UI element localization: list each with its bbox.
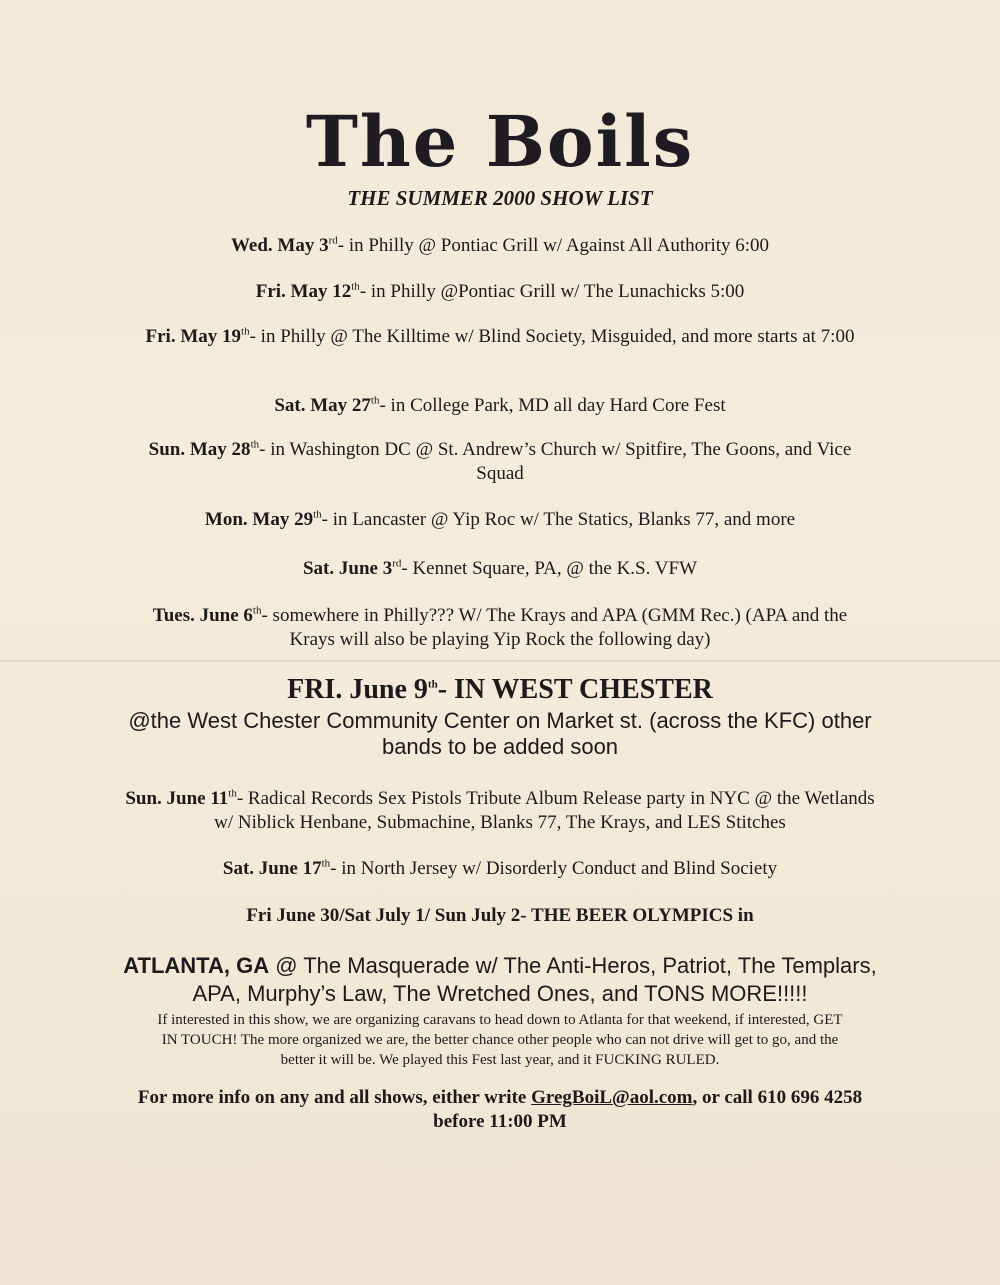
show-date: Fri. May 12 [255, 281, 352, 302]
featured-show-detail: @the West Chester Community Center on Market st. (across the KFC) other bands to be added soon [128, 708, 872, 759]
show-details: - in Philly @ The Killtime w/ Blind Society, Misguided, and more starts at 7:00 [249, 326, 855, 347]
show-details: - in Philly @ Pontiac Grill w/ Against All Authority 6:00 [337, 235, 770, 256]
beer-olympics-lineup [110, 952, 890, 1008]
contact-info: For more info on any and all shows, either write GregBoiL@aol.com, or call 610 696 4258 before 11:00 PM [137, 1087, 863, 1132]
show-details: - Radical Records Sex Pistols Tribute Album Release party in NYC @ the Wetlands w/ Niblick Henbane, Submachine, Blanks 77, The Krays, and LES Stitches [214, 788, 875, 833]
show-details: - in Washington DC @ St. Andrew’s Church w/ Spitfire, The Goons, and Vice Squad [259, 439, 852, 484]
show-entry: Sat. June 17th- in North Jersey w/ Disorderly Conduct and Blind Society [222, 857, 778, 879]
contact-email[interactable]: GregBoiL@aol.com [531, 1087, 693, 1108]
beer-olympics-city: ATLANTA, GA [123, 953, 270, 978]
show-entry: Wed. May 3rd- in Philly @ Pontiac Grill w/ Against All Authority 6:00 [230, 234, 770, 256]
beer-olympics-dates: Fri June 30/Sat July 1/ Sun July 2- THE BEER OLYMPICS in [246, 905, 754, 926]
show-details: - in College Park, MD all day Hard Core Fest [379, 395, 726, 416]
show-details: - Kennet Square, PA, @ the K.S. VFW [401, 558, 697, 579]
show-entry: Fri. May 12th- in Philly @Pontiac Grill w/ The Lunachicks 5:00 [255, 280, 745, 302]
show-date: Sun. June 11 [125, 788, 229, 809]
show-date: Tues. June 6 [152, 605, 253, 626]
show-details: - in Philly @Pontiac Grill w/ The Lunachicks 5:00 [359, 281, 745, 302]
show-date: Wed. May 3 [230, 235, 329, 256]
beer-olympics-note: If interested in this show, we are organizing caravans to head down to Atlanta for that weekend, if interested, GET IN TOUCH! The more organized we are, the better chance other people who can not drive will get to go, and the better it will be. We played this Fest last year, and it FUCKING RULED. [157, 1012, 843, 1068]
page-subtitle: THE SUMMER 2000 SHOW LIST [347, 186, 653, 210]
show-entry: Tues. June 6th- somewhere in Philly??? W/ The Krays and APA (GMM Rec.) (APA and the Krays will also be playing Yip Rock the following day) [152, 604, 848, 650]
show-date: Fri. May 19 [145, 326, 242, 347]
show-date: Sat. June 17 [222, 858, 322, 879]
show-details: - somewhere in Philly??? W/ The Krays and APA (GMM Rec.) (APA and the Krays will also be playing Yip Rock the following day) [261, 605, 848, 650]
show-details: - in Lancaster @ Yip Roc w/ The Statics, Blanks 77, and more [321, 509, 796, 530]
show-date: Sat. May 27 [274, 395, 371, 416]
band-title: The Boils [305, 100, 695, 183]
show-date: Mon. May 29 [204, 509, 314, 530]
show-date: Sat. June 3 [302, 558, 393, 579]
show-entry: Mon. May 29th- in Lancaster @ Yip Roc w/ The Statics, Blanks 77, and more [204, 508, 796, 530]
show-entry: Sat. May 27th- in College Park, MD all day Hard Core Fest [274, 394, 726, 416]
show-entry: Fri. May 19th- in Philly @ The Killtime w/ Blind Society, Misguided, and more starts at 7:00 [145, 325, 855, 347]
show-details: - in North Jersey w/ Disorderly Conduct and Blind Society [330, 858, 778, 879]
paper-fold [0, 660, 1000, 662]
show-date: Sun. May 28 [148, 439, 251, 460]
show-entry: Sun. June 11th- Radical Records Sex Pistols Tribute Album Release party in NYC @ the Wetlands w/ Niblick Henbane, Submachine, Blanks 77, The Krays, and LES Stitches [125, 787, 875, 833]
featured-location: - IN WEST CHESTER [437, 674, 713, 705]
beer-olympics-venue: @ The Masquerade w/ The Anti-Heros, Patriot, The Templars, APA, Murphy’s Law, The Wretched Ones, and TONS MORE!!!!! [192, 953, 877, 1006]
show-entry: Sat. June 3rd- Kennet Square, PA, @ the K.S. VFW [302, 557, 697, 579]
featured-date: FRI. June 9 [287, 674, 428, 705]
featured-show-headline: FRI. June 9th- IN WEST CHESTER [287, 674, 713, 705]
show-entry: Sun. May 28th- in Washington DC @ St. Andrew’s Church w/ Spitfire, The Goons, and Vice Squad [148, 438, 852, 484]
